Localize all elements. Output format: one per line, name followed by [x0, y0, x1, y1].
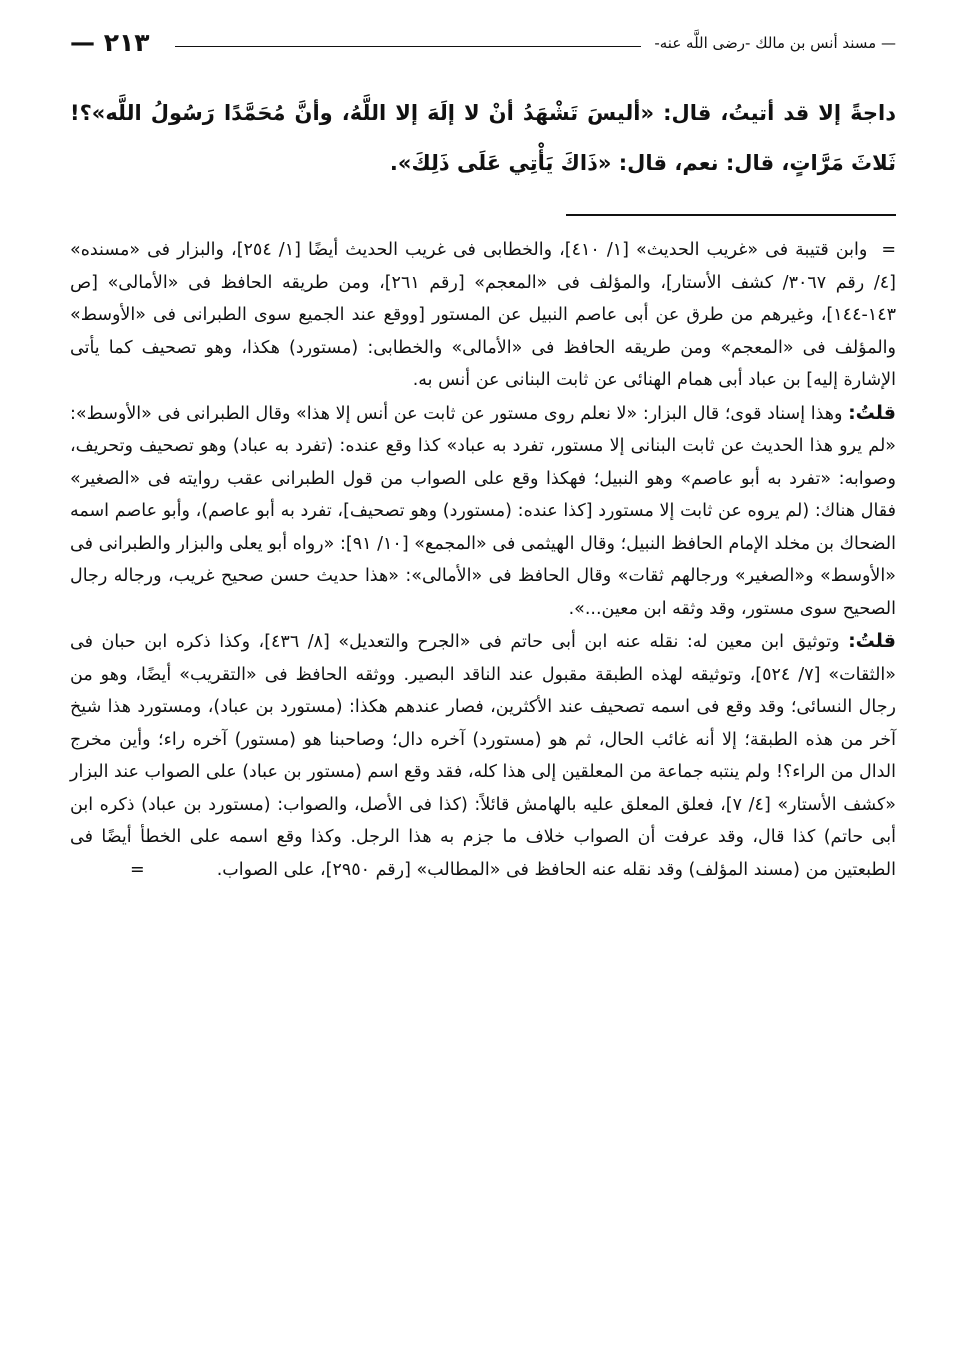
page-number-value: ٢١٣ [103, 28, 150, 57]
footnote-paragraph-3 [70, 625, 896, 886]
end-continuation-mark: = [130, 859, 145, 880]
running-title-text: مسند أنس بن مالك -رضى اللَّه عنه- [654, 34, 877, 52]
header-dash-left: — [70, 28, 95, 57]
footnote-paragraph-1 [70, 234, 896, 397]
footnote-text-3: وتوثيق ابن معين له: نقله عنه ابن أبى حاتم فى «الجرح والتعديل» [٨/ ٤٣٦]، وكذا ذكره ابن حبان فى «الثقات» [٧/ ٥٢٤]، وتوثيقه لهذه الطبقة مقبول عند الناقد البصير. ووثقه الحافظ فى «التقريب» أيضًا، وهو من رجال النسائى؛ وقد وقع فى اسمه تصحيف عند الأكثرين، فصار عندهم هكذا: (مستورد بن عباد)، ومستورد هذا شيخ آخر من هذه الطبقة؛ إلا أنه غائب الحال، ثم هو (مستورد) آخره دال؛ وصاحبنا هو (مستور) آخره راء؛ وأين مخرج الدال من الراء؟! ولم ينتبه جماعة من المعلقين إلى هذا كله، فقد وقع اسم (مستور بن عباد) على الصواب عند البزار «كشف الأستار» [٤/ ٧]، فعلق المعلق عليه بالهامش قائلاً: (كذا فى الأصل، والصواب: (مستورد بن عباد) ذكره ابن أبى حاتم) كذا قال، وقد عرفت أن الصواب خلاف ما جزم به هذا الرجل. وكذا وقع اسمه على الخطأ أيضًا فى الطبعتين من (مسند المؤلف) وقد نقله عنه الحافظ فى «المطالب» [رقم ٢٩٥٠]، على الصواب. [70, 632, 897, 880]
continuation-mark: = [881, 240, 896, 260]
header-dash-right: — [881, 34, 896, 52]
footnote-separator [566, 214, 896, 216]
footnote-paragraph-2 [70, 397, 896, 626]
book-page [70, 28, 896, 886]
main-text [70, 88, 896, 188]
header-rule [175, 46, 641, 47]
footnote-text-1: وابن قتيبة فى «غريب الحديث» [١/ ٤١٠]، والخطابى فى غريب الحديث أيضًا [١/ ٢٥٤]، والبزار فى «مسنده» [٤/ رقم ٣٠٦٧/ كشف الأستار]، والمؤلف فى «المعجم» [رقم ٢٦١]، ومن طريقه الحافظ فى «الأمالى» [ص ١٤٣-١٤٤]، وغيرهم من طرق عن أبى عاصم النبيل عن المستور [ووقع عند الجميع سوى الطبرانى فى «الأوسط» والمؤلف فى «المعجم» ومن طريقه الحافظ فى «الأمالى» والخطابى: (مستورد) هكذا، وهو تصحيف كما يأتى الإشارة إليه] بن عباد أبى همام الهنائى عن ثابت البنانى عن أنس به. [70, 240, 896, 390]
qultu-label-2: قلتُ: [848, 630, 896, 652]
page-number [70, 28, 150, 57]
footnotes [70, 234, 896, 886]
main-paragraph: داجةً إلا قد أتيتُ، قال: «أليسَ تَشْهَدُ أنْ لا إلَهَ إلا اللَّهُ، وأنَّ مُحَمَّدًا رَسُولُ اللَّه»؟! ثَلاثَ مَرَّاتٍ، قال: نعم، قال: «ذَاكَ يَأْتِي عَلَى ذَلِكَ». [70, 101, 896, 175]
running-title [654, 34, 896, 52]
footnote-text-2: وهذا إسناد قوى؛ قال البزار: «لا نعلم روى مستور عن ثابت عن أنس إلا هذا» وقال الطبرانى فى «الأوسط»: «لم يرو هذا الحديث عن ثابت البنانى إلا مستور، تفرد به عباد» كذا وقع عنده: (تفرد به عباد) وهو تصحيف وتحريف، وصوابه: «تفرد به أبو عاصم» وهو النبيل؛ فهكذا وقع على الصواب من قول الطبرانى عقب روايته فى «الصغير» فقال هناك: (لم يروه عن ثابت إلا مستورد [كذا عنده: (مستورد) وهو تصحيف]، تفرد به أبو عاصم)، وأبو عاصم اسمه الضحاك بن مخلد الإمام الحافظ النبيل؛ وقال الهيثمى فى «المجمع» [١٠/ ٩١]: «رواه أبو يعلى والبزار والطبرانى فى «الأوسط» و«الصغير» ورجالهم ثقات» وقال الحافظ فى «الأمالى»: «هذا حديث حسن صحيح غريب، ورجاله رجال الصحيح سوى مستور، وقد وثقه ابن معين...». [70, 403, 897, 619]
page-header [70, 28, 896, 68]
qultu-label-1: قلتُ: [848, 401, 896, 424]
